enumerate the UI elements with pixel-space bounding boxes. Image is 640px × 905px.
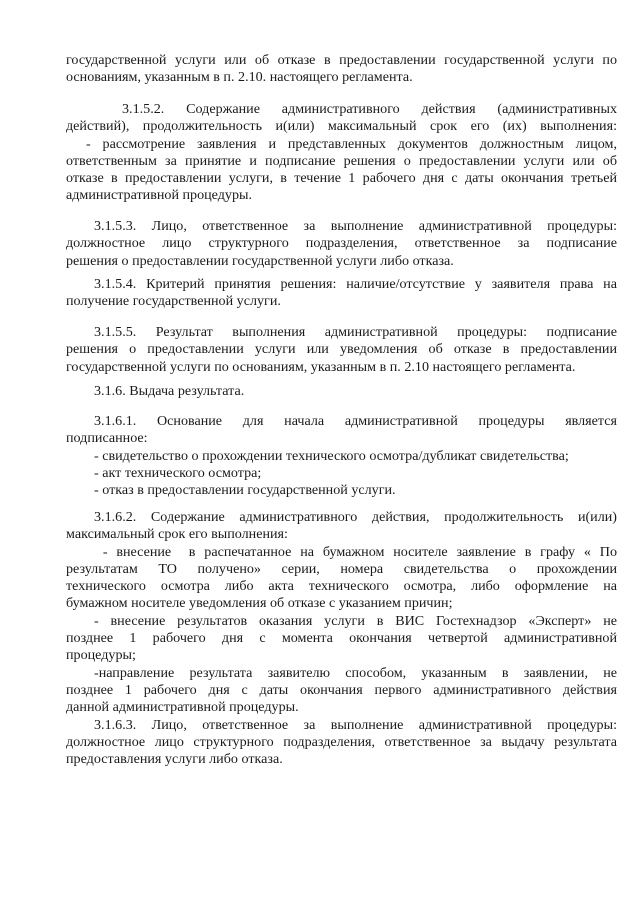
text-line: позднее 1 рабочего дня с даты окончания первого административного действия bbox=[66, 681, 617, 698]
text-line: 3.1.5.3. Лицо, ответственное за выполнение административной процедуры: bbox=[94, 218, 617, 234]
paragraph-3-1-5-2 bbox=[66, 101, 617, 205]
text-line: бумажном носителе уведомления об отказе с указанием причин; bbox=[66, 595, 453, 612]
text-line: 3.1.6.2. Содержание административного действия, продолжительность и(или) bbox=[94, 509, 617, 525]
paragraph-3-1-6 bbox=[66, 383, 617, 400]
text-line: государственной услуги или об отказе в предоставлении государственной услуги по bbox=[66, 52, 617, 68]
text-line: 3.1.5.4. Критерий принятия решения: наличие/отсутствие у заявителя права на bbox=[94, 276, 617, 292]
text-line: административной процедуры. bbox=[66, 187, 253, 204]
text-line: отказе в предоставлении услуги, в течение 1 рабочего дня с даты окончания третьей bbox=[66, 170, 617, 187]
text-line: 3.1.6. Выдача результата. bbox=[94, 383, 245, 399]
list-item: - акт технического осмотра; bbox=[94, 464, 262, 481]
text-line: должностное лицо структурного подразделения, ответственное за подписание bbox=[66, 235, 617, 252]
text-line: - внесение в распечатанное на бумажном носителе заявление в графу « По bbox=[94, 543, 617, 560]
text-line: решения о предоставлении услуги или уведомления об отказе в предоставлении bbox=[66, 341, 617, 358]
text-line: данной административной процедуры. bbox=[66, 699, 299, 716]
text-line: ответственным за принятие и подписание решения о предоставлении услуги или об bbox=[66, 152, 617, 169]
list-item: - отказ в предоставлении государственной услуги. bbox=[94, 482, 396, 499]
text-line: предоставления услуги либо отказа. bbox=[66, 751, 283, 768]
text-line: 3.1.5.5. Результат выполнения административной процедуры: подписание bbox=[94, 324, 617, 340]
text-line: позднее 1 рабочего дня с момента окончания четвертой административной bbox=[66, 630, 617, 647]
text-line: -направление результата заявителю способом, указанным в заявлении, не bbox=[94, 664, 617, 681]
text-line: решения о предоставлении государственной услуги либо отказа. bbox=[66, 252, 454, 269]
text-line: должностное лицо структурного подразделения, ответственное за выдачу результата bbox=[66, 733, 617, 750]
list-item: - свидетельство о прохождении технического осмотра/дубликат свидетельства; bbox=[94, 447, 569, 464]
text-line: государственной услуги по основаниям, указанным в п. 2.10 настоящего регламента. bbox=[66, 358, 576, 375]
paragraph-3-1-6-1 bbox=[66, 413, 617, 499]
text-line: процедуры; bbox=[66, 647, 136, 664]
text-line: 3.1.5.2. Содержание административного действия (административных bbox=[122, 101, 617, 117]
text-line: максимальный срок его выполнения: bbox=[66, 526, 288, 543]
text-line: результатам ТО получено» серии, номера свидетельства о прохождении bbox=[66, 560, 617, 577]
text-line: действий), продолжительность и(или) максимальный срок его (их) выполнения: bbox=[66, 118, 617, 135]
text-line: 3.1.6.1. Основание для начала административной процедуры является bbox=[94, 413, 617, 429]
text-line: получение государственной услуги. bbox=[66, 293, 281, 310]
text-line: - рассмотрение заявления и представленных документов должностным лицом, bbox=[86, 135, 617, 152]
text-line: 3.1.6.3. Лицо, ответственное за выполнение административной процедуры: bbox=[94, 716, 617, 733]
paragraph-3-1-5-4 bbox=[66, 276, 617, 311]
paragraph-3-1-5-3 bbox=[66, 218, 617, 270]
text-line: технического осмотра либо акта технического осмотра, либо оформление на bbox=[66, 578, 617, 595]
text-line: подписанное: bbox=[66, 430, 148, 447]
text-line: - внесение результатов оказания услуги в ВИС Гостехнадзор «Эксперт» не bbox=[94, 612, 617, 629]
paragraph-intro bbox=[66, 52, 617, 87]
text-line: основаниям, указанным в п. 2.10. настоящего регламента. bbox=[66, 69, 413, 86]
paragraph-3-1-6-2 bbox=[66, 509, 617, 768]
paragraph-3-1-5-5 bbox=[66, 324, 617, 376]
